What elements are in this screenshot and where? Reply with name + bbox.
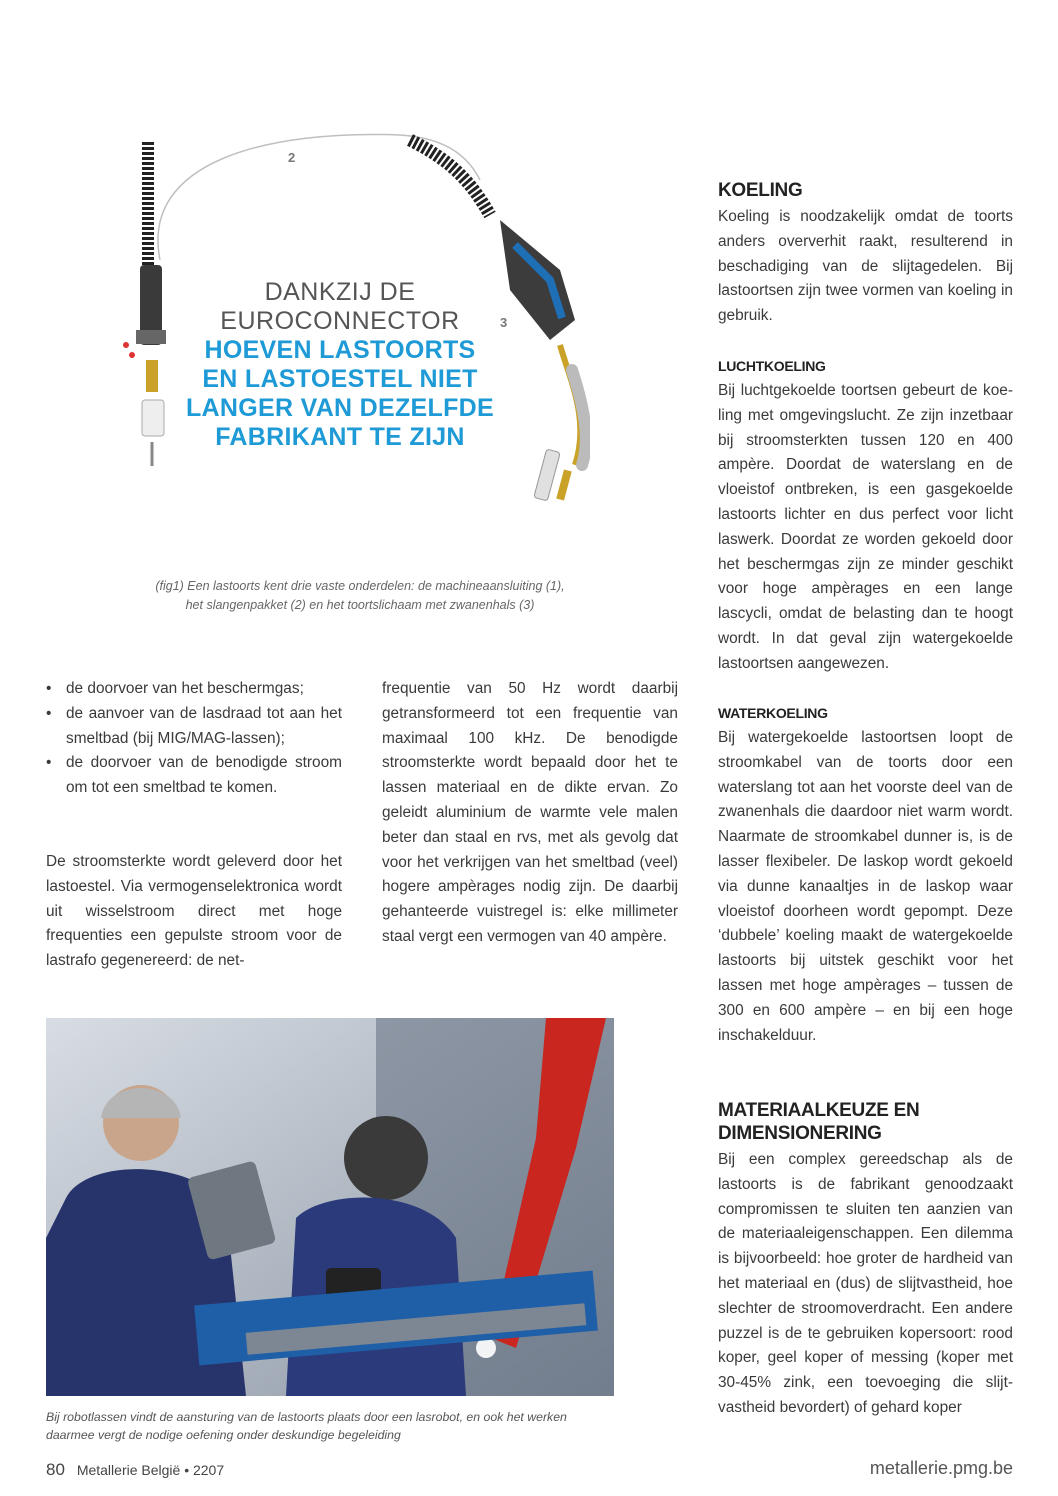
bullet-item: • de aanvoer van de lasdraad tot aan het smeltbad (bij MIG/MAG-lassen); — [46, 702, 342, 752]
magazine-name: Metallerie België • 2207 — [76, 1462, 225, 1478]
pull-quote-bold-line: EN LASTOESTEL NIET — [202, 365, 478, 393]
bullet-list — [46, 677, 342, 801]
pull-quote — [150, 278, 530, 452]
body-paragraph: frequentie van 50 Hz wordt daarbij getransformeerd tot een frequentie van maximaal 100 kHz. De benodigde stroomsterkte wordt bepaald door het te lassen materiaal en de dikte ervan. Zo geleidt aluminium de warmte vele malen beter dan staal en rvs, met als gevolg dat voor het verkrijgen van het smeltbad (veel) hogere ampèrages nodig zijn. De daarbij gehanteerde vuistregel is: elke millimeter staal vergt een vermogen van 40 ampère. — [382, 680, 678, 945]
photo-illustration — [46, 1018, 614, 1396]
heading-line: DIMENSIONERING — [718, 1123, 882, 1144]
pull-quote-bold-line: LANGER VAN DEZELFDE — [185, 394, 495, 422]
heading-waterkoeling: WATERKOELING — [718, 705, 828, 721]
caption-line: (fig1) Een lastoorts kent drie vaste onderdelen: de machineaansluiting (1), — [155, 579, 565, 593]
pull-quote-bold-line: HOEVEN LASTOORTS — [204, 336, 476, 364]
footer-left — [46, 1460, 224, 1480]
label-2: 2 — [288, 150, 296, 165]
pull-quote-bold-line: FABRIKANT TE ZIJN — [215, 423, 465, 451]
label-3: 3 — [500, 315, 508, 330]
page-number: 80 — [46, 1460, 65, 1479]
waterkoeling-paragraph: Bij watergekoelde lastoortsen loopt de stroomkabel van de toorts door een waterslang tot aan het voorste deel van de zwanenhals die daardoor niet warm wordt. Naarmate de stroomkabel dunner is, is de lasser flexibeler. De laskop wordt gekoeld via dunne kanaaltjes in de laskop waar vloeistof doorheen wordt gepompt. Deze ‘dubbele’ koeling maakt de watergekoelde lastoorts bij uitstek geschikt voor het lassen met hoge ampèrages – tussen de 300 en 600 ampère – en bij een hoge inschakelduur. — [718, 729, 1013, 1044]
pull-quote-light-line: DANKZIJ DE — [264, 278, 416, 306]
heading-line: MATERIAALKEUZE EN — [718, 1100, 920, 1121]
robot-welding-photo — [46, 1018, 614, 1396]
heading-materiaalkeuze — [718, 1099, 1013, 1145]
heading-koeling: KOELING — [718, 180, 803, 201]
materiaalkeuze-paragraph: Bij een complex gereedschap als de lastoorts is de fabrikant genoodzaakt compromissen te sluiten ten aanzien van de materiaaleigenschappen. Een dilemma is bijvoorbeeld: hoe groter de hardheid van het materiaal en (dus) de slijtvastheid, hoe slechter de stroomoverdracht. Een andere puzzel is de te gebruiken kopersoort: rood koper, geel koper of messing (koper met 30-45% zink, een toevoeging die slijtvastheid bevordert) of gehard koper — [718, 1151, 1013, 1416]
welding-helmet — [344, 1116, 428, 1200]
heading-luchtkoeling: LUCHTKOELING — [718, 358, 826, 374]
pull-quote-light-line: EUROCONNECTOR — [220, 307, 460, 335]
caption-line: daarmee vergt de nodige oefening onder deskundige begeleiding — [46, 1428, 401, 1442]
bullet-item: • de doorvoer van het beschermgas; — [46, 677, 342, 702]
gas-nozzle — [534, 449, 560, 501]
contact-tip — [556, 469, 571, 500]
welding-arc — [476, 1338, 496, 1358]
wire-terminal — [123, 342, 129, 348]
luchtkoeling-paragraph: Bij luchtgekoelde toortsen gebeurt de koeling met omgevingslucht. Ze zijn inzetbaar bij stroomsterkten tussen 120 en 400 ampère. Doordat de waterslang en de vloeistof ontbreken, is een gasgekoelde lastoorts lichter en dus perfect voor licht laswerk. Doordat ze worden gekoeld door het beschermgas zijn ze minder geschikt voor hoge ampèrages en een lange lascycli, omdat de belasting dan te hoogt wordt. In dat geval zijn watergekoelde lastoortsen aangewezen. — [718, 382, 1013, 672]
website-link[interactable]: metallerie.pmg.be — [869, 1458, 1013, 1478]
photo-caption — [46, 1408, 636, 1444]
caption-line: het slangenpakket (2) en het toortslichaam met zwanenhals (3) — [185, 598, 535, 612]
wire-terminal — [129, 352, 135, 358]
koeling-paragraph: Koeling is noodzakelijk omdat de toorts anders oververhit raakt, resulterend in beschadiging van de slijtagedelen. Bij lastoortsen zijn twee vormen van koeling in gebruik. — [718, 208, 1013, 325]
caption-line: Bij robotlassen vindt de aansturing van de lastoorts plaats door een lasrobot, en ook het werken — [46, 1410, 567, 1424]
body-paragraph: De stroomsterkte wordt geleverd door het lastoestel. Via vermogenselektronica wordt uit wisselstroom direct met hoge frequenties een gepulste stroom voor de lastrafo gegenereerd: de net- — [46, 853, 342, 970]
bullet-item: • de doorvoer van de benodigde stroom om tot een smeltbad te komen. — [46, 751, 342, 801]
figure1-caption — [140, 577, 580, 615]
